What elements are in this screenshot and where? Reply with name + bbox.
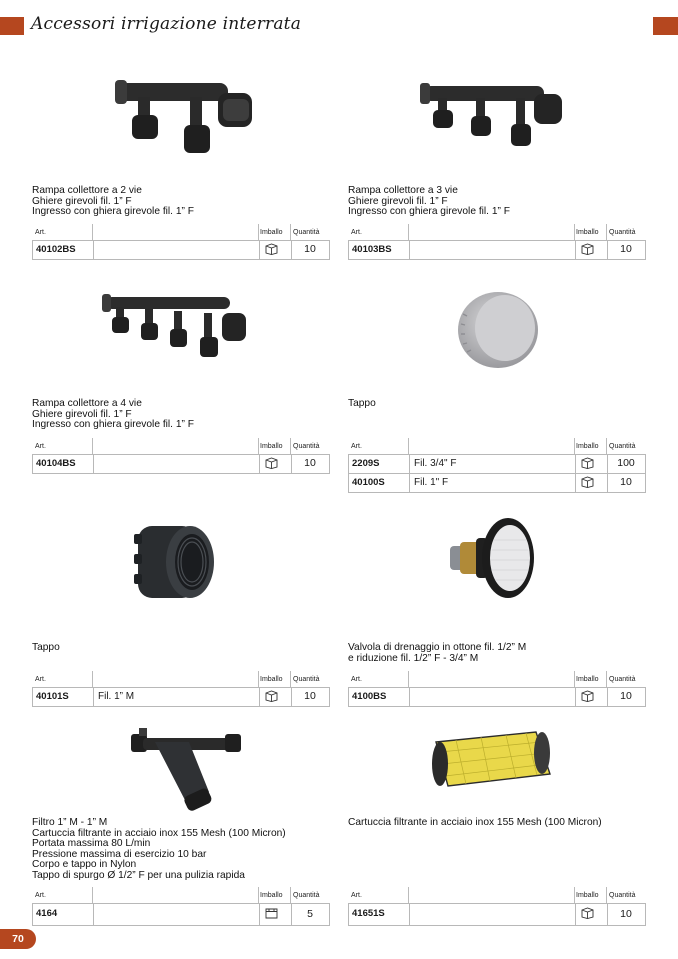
box-icon [581, 457, 594, 469]
box-icon [581, 907, 594, 919]
manifold-3-way-image [416, 80, 566, 160]
product-description: Tappo [348, 398, 376, 409]
box-icon [581, 476, 594, 488]
table-header [348, 224, 646, 240]
product-table [32, 438, 330, 474]
grey-cap-image [453, 284, 543, 374]
article-code: 40104BS [36, 458, 76, 469]
table-row [32, 454, 330, 473]
header-art: Art. [351, 676, 362, 683]
header-art: Art. [35, 229, 46, 236]
table-header [32, 224, 330, 240]
box-icon [265, 457, 278, 469]
product-description: Rampa collettore a 2 vie Ghiere girevoli fil. 1” F Ingresso con ghiera girevole fil. 1” F [32, 185, 194, 218]
article-code: 40100S [352, 477, 385, 488]
crate-icon [265, 907, 278, 919]
quantity-value: 10 [304, 690, 316, 702]
header-imballo: Imballo [260, 443, 283, 450]
product-table [348, 671, 646, 707]
header-imballo: Imballo [576, 676, 599, 683]
variant-label: Fil. 1" F [414, 477, 449, 488]
table-row [348, 903, 646, 925]
box-icon [581, 690, 594, 702]
header-art: Art. [351, 443, 362, 450]
header-divider [92, 224, 93, 240]
page-title: Accessori irrigazione interrata [31, 14, 302, 34]
article-code: 40101S [36, 691, 69, 702]
drain-valve-image [446, 510, 546, 610]
article-code: 4100BS [352, 691, 387, 702]
table-header [348, 887, 646, 903]
product-description: Cartuccia filtrante in acciaio inox 155 Mesh (100 Micron) [348, 817, 602, 828]
product-table [32, 671, 330, 707]
header-accent-left [0, 17, 24, 35]
quantity-value: 10 [620, 690, 632, 702]
header-art: Art. [351, 229, 362, 236]
header-imballo: Imballo [576, 443, 599, 450]
table-header [32, 438, 330, 454]
product-table [348, 887, 646, 926]
header-quantita: Quantità [293, 229, 320, 236]
header-quantita: Quantità [293, 892, 320, 899]
header-quantita: Quantità [609, 676, 636, 683]
threaded-cap-image [132, 518, 222, 608]
box-icon [265, 690, 278, 702]
manifold-4-way-image [100, 289, 250, 374]
article-code: 2209S [352, 458, 380, 469]
product-description: Filtro 1” M - 1” M Cartuccia filtrante in acciaio inox 155 Mesh (100 Micron) Portata massima 80 L/min Pressione massima di esercizio 10 bar Corpo e tappo in Nylon Tappo di spurgo Ø 1/2” F per una pulizia rapida [32, 817, 286, 881]
quantity-value: 10 [620, 243, 632, 255]
table-row [32, 903, 330, 925]
article-code: 40103BS [352, 244, 392, 255]
quantity-value: 10 [304, 243, 316, 255]
box-icon [265, 243, 278, 255]
table-row [348, 473, 646, 492]
header-divider [290, 224, 291, 240]
variant-label: Fil. 3/4" F [414, 458, 457, 469]
header-imballo: Imballo [260, 676, 283, 683]
manifold-2-way-image [110, 75, 260, 165]
product-table [32, 887, 330, 926]
header-art: Art. [35, 676, 46, 683]
product-description: Valvola di drenaggio in ottone fil. 1/2” M e riduzione fil. 1/2” F - 3/4” M [348, 642, 527, 664]
table-header [32, 671, 330, 687]
product-table [32, 224, 330, 260]
quantity-value: 10 [620, 908, 632, 920]
product-description: Tappo [32, 642, 60, 653]
header-imballo: Imballo [576, 229, 599, 236]
quantity-value: 100 [617, 457, 635, 469]
header-quantita: Quantità [609, 892, 636, 899]
table-row [32, 240, 330, 259]
quantity-value: 10 [620, 476, 632, 488]
article-code: 4164 [36, 908, 58, 919]
product-description: Rampa collettore a 4 vie Ghiere girevoli fil. 1” F Ingresso con ghiera girevole fil. 1” F [32, 398, 194, 431]
header-art: Art. [35, 892, 46, 899]
product-table [348, 224, 646, 260]
header-imballo: Imballo [576, 892, 599, 899]
filter-image [127, 722, 247, 817]
table-row [348, 240, 646, 259]
header-imballo: Imballo [260, 892, 283, 899]
box-icon [581, 243, 594, 255]
header-art: Art. [351, 892, 362, 899]
table-header [32, 887, 330, 903]
product-table [348, 438, 646, 493]
table-header [348, 671, 646, 687]
product-description: Rampa collettore a 3 vie Ghiere girevoli fil. 1” F Ingresso con ghiera girevole fil. 1” F [348, 185, 510, 218]
variant-label: Fil. 1” M [98, 691, 135, 702]
header-quantita: Quantità [609, 443, 636, 450]
header-quantita: Quantità [293, 676, 320, 683]
header-quantita: Quantità [609, 229, 636, 236]
filter-cartridge-image [426, 722, 556, 802]
header-accent-right [653, 17, 678, 35]
table-header [348, 438, 646, 454]
table-row [32, 687, 330, 706]
table-row [348, 454, 646, 473]
quantity-value: 10 [304, 457, 316, 469]
header-quantita: Quantità [293, 443, 320, 450]
header-art: Art. [35, 443, 46, 450]
article-code: 40102BS [36, 244, 76, 255]
quantity-value: 5 [307, 908, 313, 920]
page-number: 70 [0, 929, 36, 949]
article-code: 41651S [352, 908, 385, 919]
header-imballo: Imballo [260, 229, 283, 236]
header-divider [258, 224, 259, 240]
table-row [348, 687, 646, 706]
